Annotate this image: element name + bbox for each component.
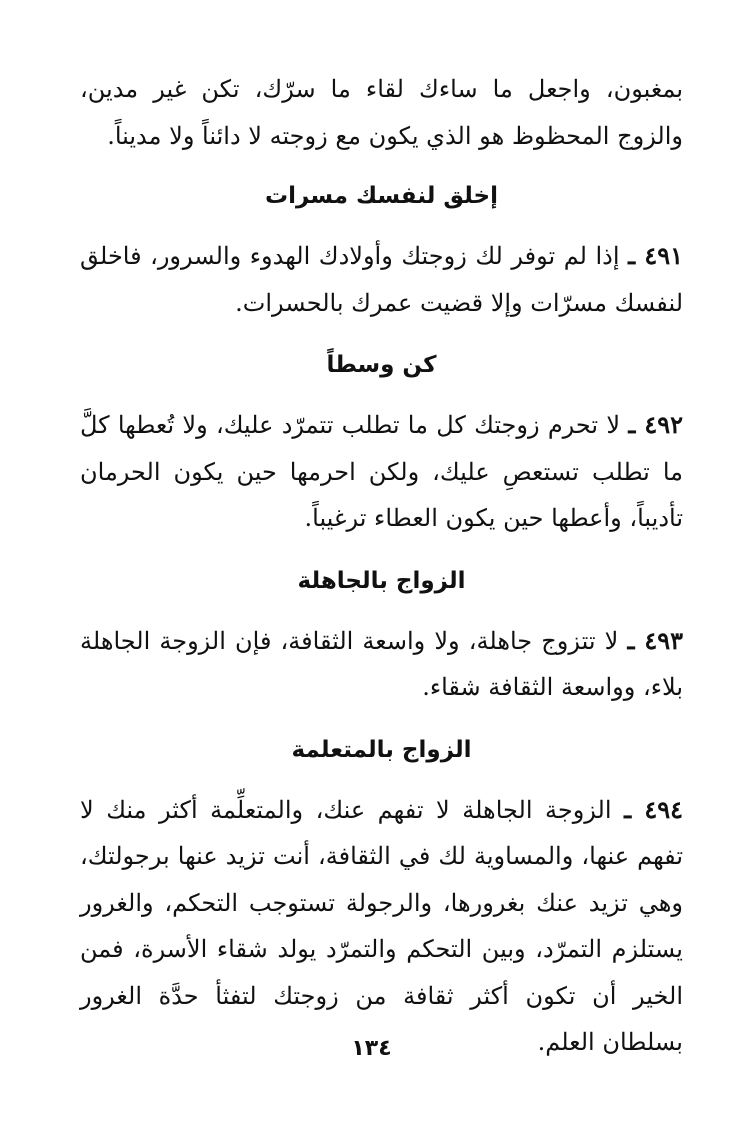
page-number: ١٣٤	[351, 1036, 392, 1061]
section-494	[80, 735, 683, 1066]
section-paragraph	[80, 787, 683, 1066]
item-text: الزوجة الجاهلة لا تفهم عنك، والمتعلِّمة أكثر منك لا تفهم عنها، والمساوية لك في الثقافة، أنت تزيد عنها برجولتك، وهي تزيد عنك بغرورها، والرجولة تستوجب التحكم، والغرور يستلزم التمرّد، وبين التحكم والتمرّد يولد شقاء الأسرة، فمن الخير أن تكون أكثر ثقافة من زوجتك لتفثأ حدَّة الغرور بسلطان العلم.	[80, 795, 683, 1056]
section-heading: الزواج بالمتعلمة	[291, 736, 472, 763]
section-heading: إخلق لنفسك مسرات	[265, 183, 498, 209]
item-number: ٤٩٤ ـ	[624, 794, 684, 824]
section-paragraph	[80, 618, 683, 711]
item-number: ٤٩٣ ـ	[627, 625, 683, 655]
item-number: ٤٩١ ـ	[628, 241, 684, 270]
section-heading: الزواج بالجاهلة	[297, 567, 466, 594]
intro-paragraph: بمغبون، واجعل ما ساءك لقاء ما سرّك، تكن غير مدين، والزوج المحظوظ هو الذي يكون مع زوجته لا دائناً ولا مديناً.	[80, 75, 683, 150]
section-491	[80, 181, 683, 326]
section-paragraph	[80, 402, 683, 542]
section-paragraph	[80, 233, 683, 326]
section-heading: كن وسطاً	[326, 352, 437, 378]
item-number: ٤٩٢ ـ	[628, 410, 683, 439]
section-492	[80, 350, 683, 542]
item-text: لا تحرم زوجتك كل ما تطلب تتمرّد عليك، ولا تُعطها كلَّ ما تطلب تستعصِ عليك، ولكن احرمها حين يكون الحرمان تأديباً، وأعطها حين يكون العطاء ترغيباً.	[80, 411, 683, 532]
item-text: لا تتزوج جاهلة، ولا واسعة الثقافة، فإن الزوجة الجاهلة بلاء، وواسعة الثقافة شقاء.	[80, 626, 683, 701]
book-page	[80, 66, 683, 1066]
section-493	[80, 566, 683, 711]
item-text: إذا لم توفر لك زوجتك وأولادك الهدوء والسرور، فاخلق لنفسك مسرّات وإلا قضيت عمرك بالحسرات.	[80, 242, 683, 317]
